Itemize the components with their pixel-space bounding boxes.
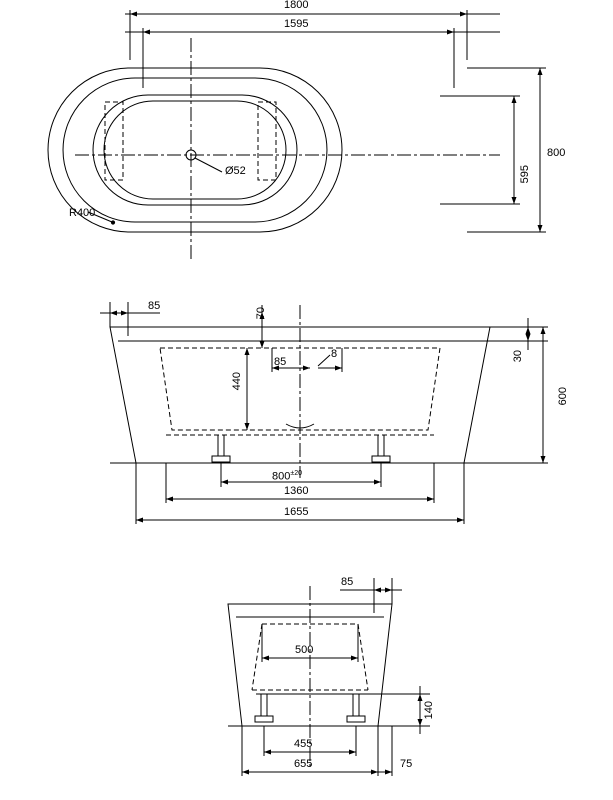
dim-top-inner-width: 1595 [284, 18, 309, 30]
dim-front-foot-span-tolerance: ±20 [290, 470, 302, 477]
dim-top-overall-depth: 800 [547, 147, 566, 159]
top-view-geometry [48, 10, 546, 262]
dim-front-inner-length: 1360 [284, 485, 309, 497]
dim-front-top-band: 30 [512, 350, 524, 363]
dim-side-foot-span: 455 [294, 738, 313, 750]
dim-front-inner-offset-right: 8 [331, 348, 338, 360]
dim-front-inner-offset-left: 85 [274, 356, 287, 368]
dim-side-inner-width: 500 [295, 644, 314, 656]
dim-front-overall-length: 1655 [284, 506, 309, 518]
dim-front-rim-offset: 85 [148, 300, 161, 312]
dim-top-drain-diameter: Ø52 [225, 165, 246, 177]
side-view-geometry [228, 578, 430, 776]
dim-front-top-offset: 70 [255, 307, 267, 320]
dim-side-base-offset: 75 [400, 758, 413, 770]
dim-front-inner-height: 440 [231, 372, 243, 391]
dim-front-foot-span-group [272, 468, 302, 483]
front-view-geometry [100, 302, 548, 524]
dim-side-rim-offset: 85 [341, 576, 354, 588]
dim-side-overall-width: 655 [294, 758, 313, 770]
dim-front-overall-height: 600 [557, 387, 569, 406]
dim-top-inner-depth: 595 [519, 165, 531, 184]
dim-side-foot-height: 140 [423, 701, 435, 720]
dim-front-foot-span: 800 [272, 470, 291, 483]
dim-top-overall-width: 1800 [284, 0, 309, 11]
dim-top-radius: R400 [69, 207, 96, 219]
